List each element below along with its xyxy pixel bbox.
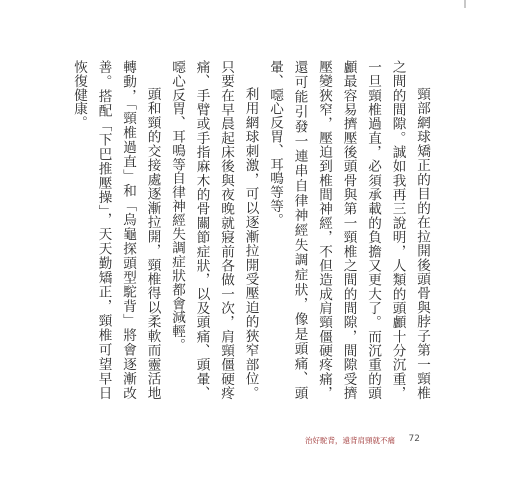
running-footer-title: 治好駝背，遠背肩頸就不痛 (305, 436, 395, 445)
body-text (67, 60, 435, 400)
page-footer (0, 435, 520, 449)
paragraph-3: 頭和頸的交接處逐漸拉開，頸椎得以柔軟而靈活地轉動，「頸椎過直」和「烏龜探頭型駝背」將會逐漸改善。搭配「下巴推壓操」，天天勤矯正，頸椎可望早日恢復健康。 (71, 60, 161, 400)
paragraph-1: 頸部網球矯正的目的在拉開後頭骨與脖子第一頸椎之間的間隙。誠如我再三說明，人類的頭顱十分沉重，一旦頸椎過直，必須承載的負擔又更大了。而沉重的頭顱最容易擠壓後頭骨與第一頸椎之間的間隙，間隙受擠壓變狹窄，壓迫到椎間神經，不但造成肩頸僵硬疼痛，還可能引發一連串自律神經失調症狀，像是頭痛、頭暈、噁心反胃、耳鳴等等。 (267, 60, 430, 400)
paragraph-2: 利用網球刺激，可以逐漸拉開受壓迫的狹窄部位。只要在早晨起床後與夜晚就寢前各做一次，肩頸僵硬疼痛、手臂或手指麻木的骨關節症狀，以及頭痛、頭暈、噁心反胃、耳鳴等自律神經失調症狀都會減輕。 (169, 60, 259, 400)
top-edge-mark (464, 0, 466, 8)
page-number: 72 (408, 434, 420, 444)
